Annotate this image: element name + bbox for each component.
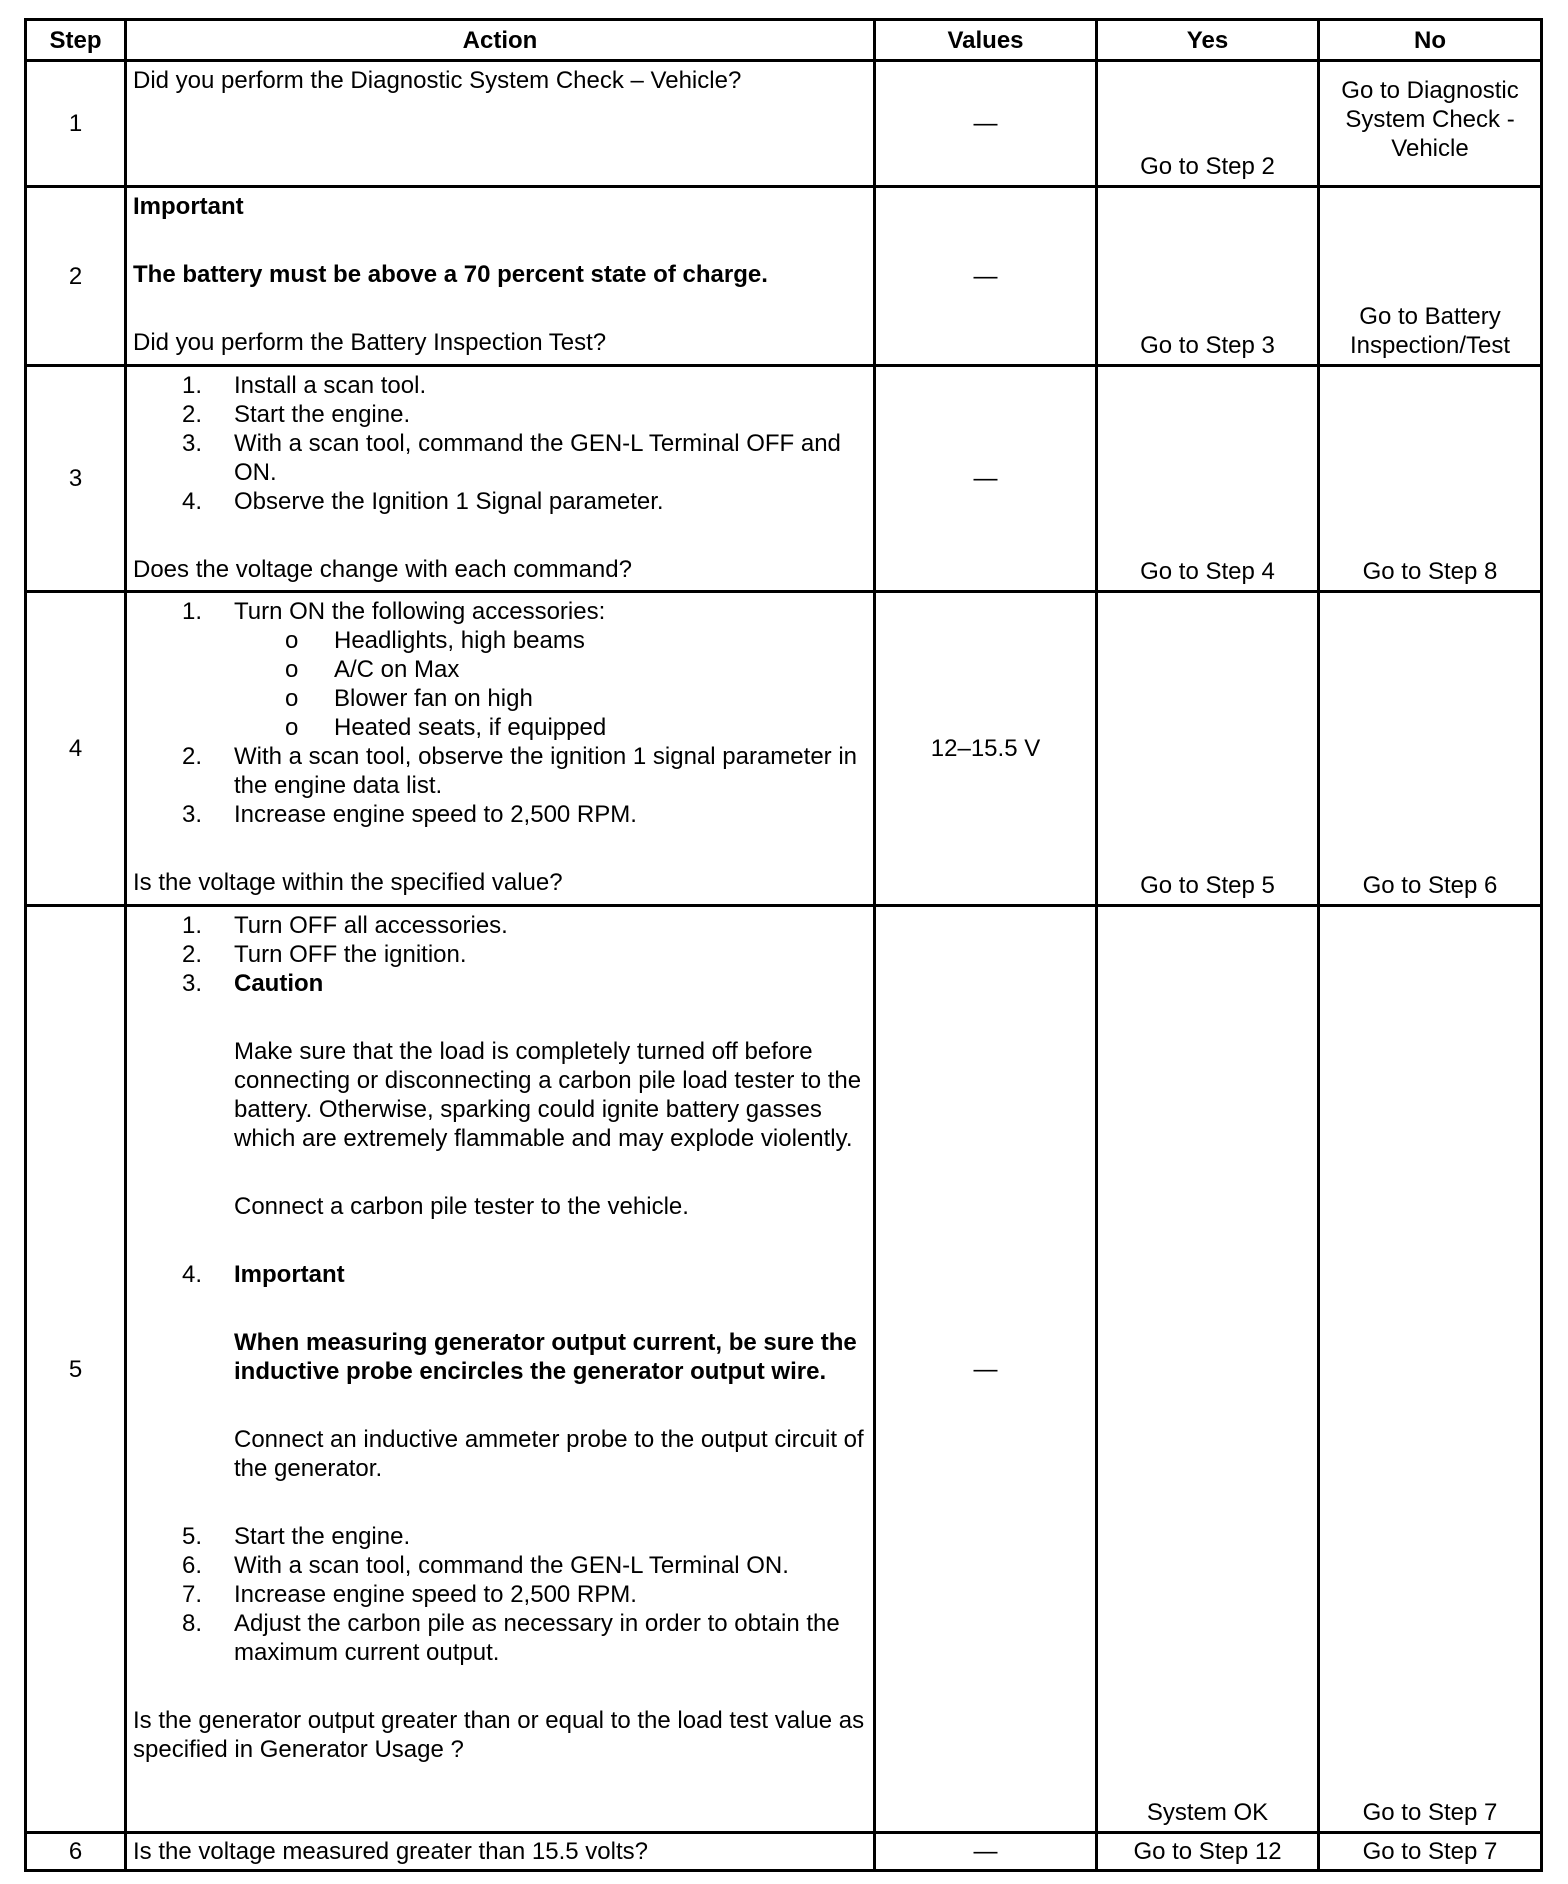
yes-cell: Go to Step 5	[1097, 592, 1319, 906]
action-question: Is the voltage measured greater than 15.5 volts?	[133, 1838, 648, 1865]
list-item: 2. Turn OFF the ignition.	[182, 941, 467, 968]
step-number: 1	[26, 61, 126, 187]
no-cell: Go to Step 7	[1319, 906, 1542, 1833]
instruction-text: Connect a carbon pile tester to the vehicle.	[234, 1193, 689, 1220]
list-item: 3. Caution Make sure that the load is completely turned off before connecting or disconnecting a carbon pile load tester to the battery. Otherwise, sparking could ignite battery gasses which are extremely flammable and may explode violently. Connect a carbon pile tester to the vehicle.	[133, 969, 867, 1260]
instruction-list	[133, 597, 867, 829]
yes-cell: Go to Step 2	[1097, 61, 1319, 187]
important-text: When measuring generator output current, be sure the inductive probe encircles the generator output wire.	[234, 1329, 857, 1385]
important-text: The battery must be above a 70 percent state of charge.	[133, 261, 768, 288]
sub-list-item: o Headlights, high beams	[285, 627, 585, 654]
action-question: Does the voltage change with each command?	[133, 556, 632, 583]
important-label: Important	[133, 193, 244, 220]
sub-list-item: o Heated seats, if equipped	[285, 714, 607, 741]
action-cell	[126, 592, 875, 906]
header-values: Values	[875, 20, 1097, 61]
value-cell: —	[875, 1833, 1097, 1871]
action-question: Did you perform the Diagnostic System Check – Vehicle?	[133, 67, 742, 94]
list-item: 3. Increase engine speed to 2,500 RPM.	[182, 801, 637, 828]
caution-text: Make sure that the load is completely turned off before connecting or disconnecting a carbon pile load tester to the battery. Otherwise, sparking could ignite battery gasses which are extremely flammable and may explode violently.	[234, 1038, 862, 1152]
no-cell: Go to Step 6	[1319, 592, 1542, 906]
action-cell	[126, 187, 875, 366]
list-item: 4. Important When measuring generator output current, be sure the inductive probe encircles the generator output wire. Connect an inductive ammeter probe to the output circuit of the generator.	[133, 1260, 867, 1522]
list-item: 3. With a scan tool, command the GEN-L Terminal OFF and ON.	[182, 430, 841, 486]
header-row	[26, 20, 1542, 61]
list-item: 7. Increase engine speed to 2,500 RPM.	[182, 1581, 637, 1608]
value-cell: —	[875, 61, 1097, 187]
accessory-list	[234, 626, 867, 742]
instruction-list	[133, 371, 867, 516]
step-number: 6	[26, 1833, 126, 1871]
header-yes: Yes	[1097, 20, 1319, 61]
action-cell	[126, 906, 875, 1833]
sub-list-item: o A/C on Max	[285, 656, 460, 683]
no-cell: Go to Diagnostic System Check - Vehicle	[1319, 61, 1542, 187]
yes-cell: Go to Step 4	[1097, 366, 1319, 592]
step-number: 4	[26, 592, 126, 906]
no-cell: Go to Battery Inspection/Test	[1319, 187, 1542, 366]
instruction-text: Connect an inductive ammeter probe to the output circuit of the generator.	[234, 1426, 864, 1482]
list-item: 6. With a scan tool, command the GEN-L Terminal ON.	[182, 1552, 789, 1579]
list-item: 1. Turn OFF all accessories.	[182, 912, 508, 939]
diagnostic-table-page	[24, 18, 1540, 1872]
caution-label: Caution	[234, 970, 324, 997]
list-item: 5. Start the engine.	[182, 1523, 411, 1550]
important-label: Important	[234, 1261, 345, 1288]
sub-list-item: o Blower fan on high	[285, 685, 533, 712]
step-number: 5	[26, 906, 126, 1833]
list-item: 1. Install a scan tool.	[182, 372, 427, 399]
diagnostic-table	[24, 18, 1543, 1872]
list-item: 2. With a scan tool, observe the ignition 1 signal parameter in the engine data list.	[182, 743, 858, 799]
instruction-list	[133, 911, 867, 1667]
value-cell: 12–15.5 V	[875, 592, 1097, 906]
yes-cell: Go to Step 3	[1097, 187, 1319, 366]
action-question: Is the voltage within the specified value?	[133, 869, 563, 896]
action-cell	[126, 1833, 875, 1871]
header-no: No	[1319, 20, 1542, 61]
list-item: 4. Observe the Ignition 1 Signal parameter.	[182, 488, 664, 515]
action-question: Did you perform the Battery Inspection Test?	[133, 329, 607, 356]
table-row-step-1	[26, 61, 1542, 187]
table-row-step-6	[26, 1833, 1542, 1871]
list-item: 8. Adjust the carbon pile as necessary in order to obtain the maximum current output.	[182, 1610, 840, 1666]
no-cell: Go to Step 7	[1319, 1833, 1542, 1871]
action-question: Is the generator output greater than or equal to the load test value as specified in Generator Usage ?	[133, 1707, 865, 1763]
list-item: 2. Start the engine.	[182, 401, 411, 428]
header-action: Action	[126, 20, 875, 61]
action-cell	[126, 61, 875, 187]
table-row-step-4	[26, 592, 1542, 906]
table-row-step-3	[26, 366, 1542, 592]
yes-cell: System OK	[1097, 906, 1319, 1833]
table-row-step-5	[26, 906, 1542, 1833]
step-number: 2	[26, 187, 126, 366]
header-step: Step	[26, 20, 126, 61]
value-cell: —	[875, 366, 1097, 592]
table-row-step-2	[26, 187, 1542, 366]
no-cell: Go to Step 8	[1319, 366, 1542, 592]
action-cell	[126, 366, 875, 592]
step-number: 3	[26, 366, 126, 592]
value-cell: —	[875, 906, 1097, 1833]
yes-cell: Go to Step 12	[1097, 1833, 1319, 1871]
list-item: 1. Turn ON the following accessories: o Headlights, high beams o A/C on Max o Blower fan on high o Heated seats, if equipped	[133, 597, 867, 742]
value-cell: —	[875, 187, 1097, 366]
